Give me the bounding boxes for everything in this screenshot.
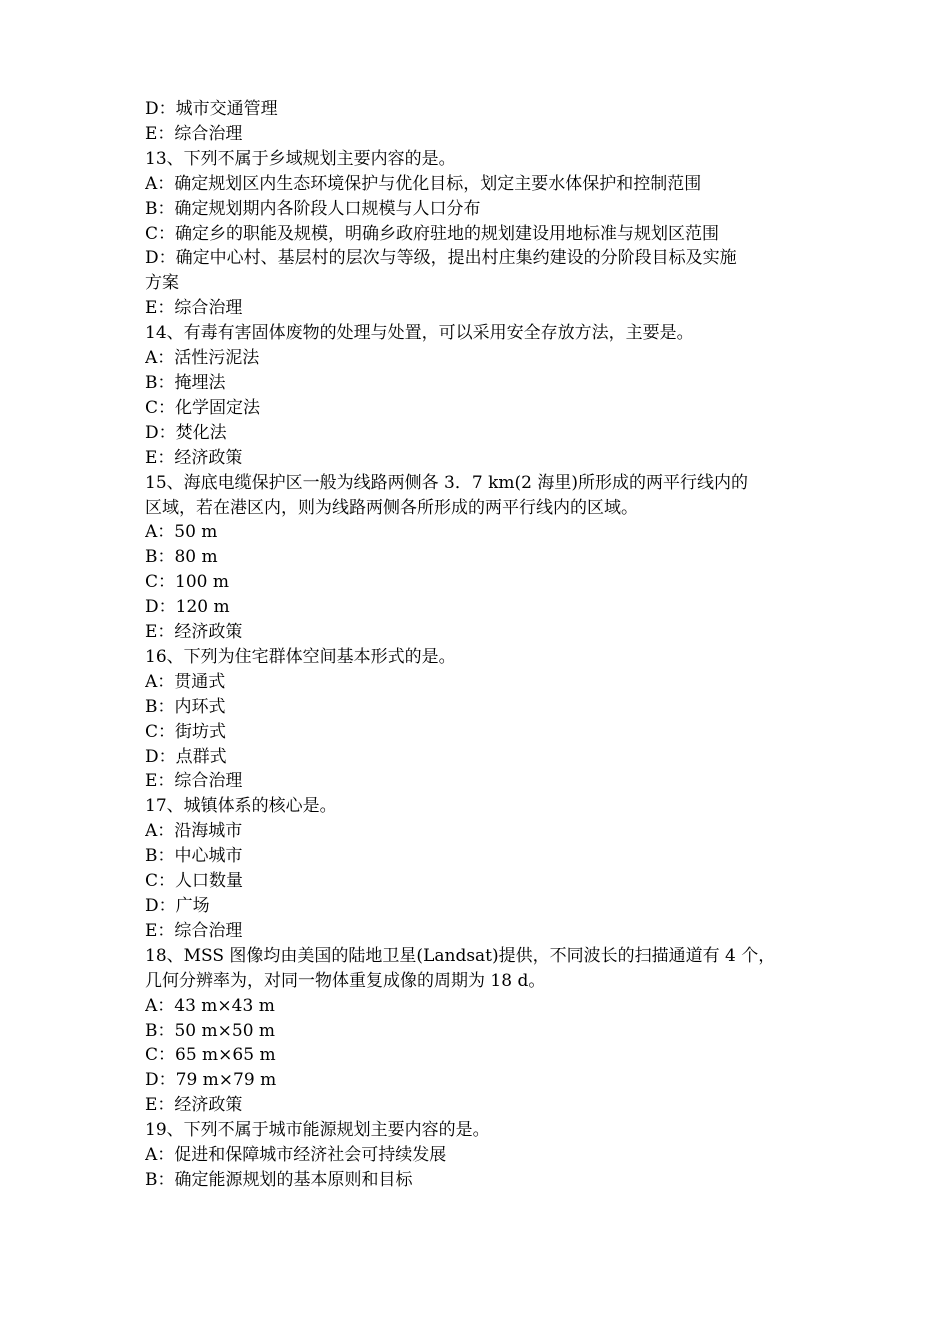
question-line: 15、海底电缆保护区一般为线路两侧各 3．7 km(2 海里)所形成的两平行线内的 bbox=[145, 472, 748, 493]
option-line: E：综合治理 bbox=[145, 298, 243, 319]
question-line: 16、下列为住宅群体空间基本形式的是。 bbox=[145, 646, 456, 667]
option-line: D：79 m×79 m bbox=[145, 1070, 277, 1091]
option-line: B：掩埋法 bbox=[145, 372, 226, 393]
option-line-continued: 方案 bbox=[145, 273, 179, 294]
option-line: A：促进和保障城市经济社会可持续发展 bbox=[145, 1145, 447, 1166]
option-line: A：沿海城市 bbox=[145, 821, 243, 842]
option-line: C：确定乡的职能及规模，明确乡政府驻地的规划建设用地标准与规划区范围 bbox=[145, 223, 720, 244]
question-line: 19、下列不属于城市能源规划主要内容的是。 bbox=[145, 1120, 490, 1141]
option-line: E：综合治理 bbox=[145, 920, 243, 941]
option-line: B：50 m×50 m bbox=[145, 1020, 276, 1041]
option-line: C：65 m×65 m bbox=[145, 1045, 276, 1066]
option-line: E：经济政策 bbox=[145, 1095, 243, 1116]
option-line: B：中心城市 bbox=[145, 846, 243, 867]
option-line: B：确定规划期内各阶段人口规模与人口分布 bbox=[145, 198, 481, 219]
option-line: C：街坊式 bbox=[145, 721, 227, 742]
option-line: D：确定中心村、基层村的层次与等级，提出村庄集约建设的分阶段目标及实施 bbox=[145, 248, 737, 269]
document-page bbox=[145, 97, 815, 1193]
option-line: D：广场 bbox=[145, 896, 210, 916]
option-line: D：焚化法 bbox=[145, 422, 227, 443]
option-line: B：确定能源规划的基本原则和目标 bbox=[145, 1169, 413, 1190]
option-line: E：经济政策 bbox=[145, 447, 243, 468]
option-line: A：43 m×43 m bbox=[145, 995, 275, 1016]
option-line: A：确定规划区内生态环境保护与优化目标，划定主要水体保护和控制范围 bbox=[145, 173, 702, 194]
option-line: A：贯通式 bbox=[145, 671, 226, 692]
question-line: 17、城镇体系的核心是。 bbox=[145, 796, 337, 817]
option-line: D：120 m bbox=[145, 597, 230, 618]
option-line: C：化学固定法 bbox=[145, 397, 261, 418]
question-line: 14、有毒有害固体废物的处理与处置，可以采用安全存放方法，主要是。 bbox=[145, 323, 694, 344]
option-line: A：50 m bbox=[145, 522, 218, 543]
text-line: D：城市交通管理 bbox=[145, 99, 278, 119]
option-line: B：内环式 bbox=[145, 696, 226, 717]
option-line: C：100 m bbox=[145, 572, 229, 593]
option-line: C：人口数量 bbox=[145, 871, 244, 892]
option-line: E：综合治理 bbox=[145, 771, 243, 792]
question-line: 13、下列不属于乡域规划主要内容的是。 bbox=[145, 148, 456, 169]
option-line: D：点群式 bbox=[145, 746, 227, 767]
question-line-continued: 区域，若在港区内，则为线路两侧各所形成的两平行线内的区域。 bbox=[145, 497, 638, 518]
option-line: B：80 m bbox=[145, 547, 218, 568]
option-line: E：经济政策 bbox=[145, 622, 243, 643]
question-line-continued: 几何分辨率为，对同一物体重复成像的周期为 18 d。 bbox=[145, 970, 546, 991]
text-line: E：综合治理 bbox=[145, 123, 243, 144]
option-line: A：活性污泥法 bbox=[145, 348, 260, 369]
question-line: 18、MSS 图像均由美国的陆地卫星(Landsat)提供，不同波长的扫描通道有 4 个， bbox=[145, 945, 776, 966]
